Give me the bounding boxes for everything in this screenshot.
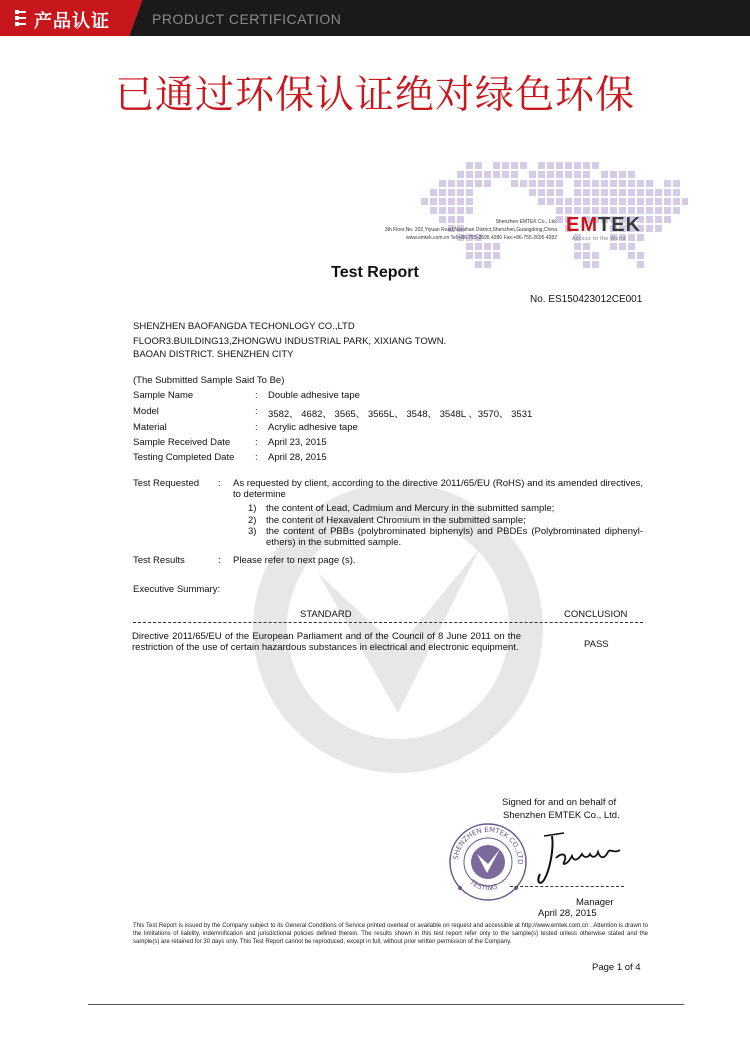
signed-on-behalf: Signed for and on behalf of bbox=[502, 797, 617, 808]
signatory-role: Manager bbox=[576, 897, 614, 908]
section-subtitle: PRODUCT CERTIFICATION bbox=[152, 11, 342, 27]
sample-value: 3582、 4682、 3565、 3565L、 3548、 3548L 、3570、 3531 bbox=[268, 409, 533, 420]
company-seal-stamp bbox=[446, 818, 530, 902]
test-item-text: the content of Lead, Cadmium and Mercury in the submitted sample; bbox=[266, 503, 555, 514]
sample-value: April 28, 2015 bbox=[268, 452, 327, 463]
report-title: Test Report bbox=[331, 264, 419, 281]
svg-text:SHENZHEN EMTEK CO.,LTD.: SHENZHEN EMTEK CO.,LTD bbox=[452, 825, 525, 865]
signature-line bbox=[510, 886, 624, 887]
signed-company: Shenzhen EMTEK Co., Ltd. bbox=[503, 810, 620, 821]
test-requested-text: As requested by client, according to the directive 2011/65/EU (RoHS) and its amended directives, to determine bbox=[233, 478, 643, 500]
svg-text:TESTING: TESTING bbox=[468, 878, 499, 893]
lab-address-line: 3th Floor,No. 202,Yiyuan Road,Nanshan District,Shenzhen,Guangdong,China bbox=[384, 227, 557, 233]
sample-heading: (The Submitted Sample Said To Be) bbox=[133, 375, 285, 386]
test-requested-label: Test Requested bbox=[133, 478, 200, 489]
test-item-number: 3) bbox=[248, 526, 257, 537]
bottom-rule bbox=[88, 1004, 684, 1005]
emtek-tagline: Access to the World bbox=[572, 236, 626, 242]
section-title: 产品认证 bbox=[34, 11, 110, 31]
sample-label: Sample Name bbox=[133, 390, 194, 401]
client-line: BAOAN DISTRICT. SHENZHEN CITY bbox=[133, 349, 294, 360]
standard-header: STANDARD bbox=[300, 609, 352, 620]
client-line: SHENZHEN BAOFANGDA TECHONLOGY CO.,LTD bbox=[133, 321, 355, 332]
lab-address bbox=[341, 218, 557, 242]
test-results-label: Test Results bbox=[133, 555, 185, 566]
colon: : bbox=[218, 555, 221, 566]
test-results-value: Please refer to next page (s). bbox=[233, 555, 356, 566]
colon: : bbox=[255, 406, 258, 417]
world-map-graphic bbox=[412, 158, 688, 276]
colon: : bbox=[255, 452, 258, 463]
sample-label: Sample Received Date bbox=[133, 437, 231, 448]
colon: : bbox=[255, 437, 258, 448]
sample-label: Testing Completed Date bbox=[133, 452, 235, 463]
table-divider bbox=[133, 622, 643, 623]
signature-date: April 28, 2015 bbox=[538, 908, 597, 919]
client-line: FLOOR3.BUILDING13,ZHONGWU INDUSTRIAL PARK, XIXIANG TOWN. bbox=[133, 336, 447, 347]
conclusion-value: PASS bbox=[584, 639, 609, 650]
summary-heading: Executive Summary: bbox=[133, 584, 221, 595]
sample-label: Model bbox=[133, 406, 159, 417]
emtek-logo: EMTEK bbox=[566, 214, 641, 236]
sample-label: Material bbox=[133, 422, 167, 433]
colon: : bbox=[255, 422, 258, 433]
headline: 已通过环保认证绝对绿色环保 bbox=[114, 73, 635, 118]
sample-value: Acrylic adhesive tape bbox=[268, 422, 358, 433]
page-number: Page 1 of 4 bbox=[592, 962, 641, 973]
test-item-number: 2) bbox=[248, 515, 257, 526]
conclusion-header: CONCLUSION bbox=[564, 609, 628, 620]
handwritten-signature bbox=[534, 828, 624, 890]
test-item-text: the content of PBBs (polybrominated biphenyls) and PBDEs (Polybrominated diphenyl-ethers) in the submitted sample. bbox=[266, 526, 643, 548]
test-item-text: the content of Hexavalent Chromium in the submitted sample; bbox=[266, 515, 526, 526]
sample-value: Double adhesive tape bbox=[268, 390, 360, 401]
colon: : bbox=[255, 390, 258, 401]
footer-disclaimer: This Test Report is issued by the Company subject to its General Conditions of Service printed overleaf or available on request and accessible at http://www.emtek.com.cn . Attention is drawn to the limitations of liability, indemnification and jurisdictional policies defined therein. The results shown in this test report refer only to the sample(s) tested unless otherwise stated and the sample(s) are retained for 30 days only. This Test Report cannot be reproduced, except in full, without prior written permission of the Company. bbox=[133, 923, 648, 945]
test-item-number: 1) bbox=[248, 503, 257, 514]
standard-text: Directive 2011/65/EU of the European Parliament and of the Council of 8 June 2011 on the restriction of the use of certain hazardous substances in electrical and electronic equipment. bbox=[132, 631, 521, 653]
report-number: No. ES150423012CE001 bbox=[530, 294, 643, 305]
colon: : bbox=[218, 478, 221, 489]
lab-address-line: www.emtek.com.cn Tel:+86-755-2695 4280 Fax:+86-755-2695 4282 bbox=[406, 235, 557, 241]
lab-address-line: Shenzhen EMTEK Co., Ltd. bbox=[495, 219, 557, 225]
sample-value: April 23, 2015 bbox=[268, 437, 327, 448]
